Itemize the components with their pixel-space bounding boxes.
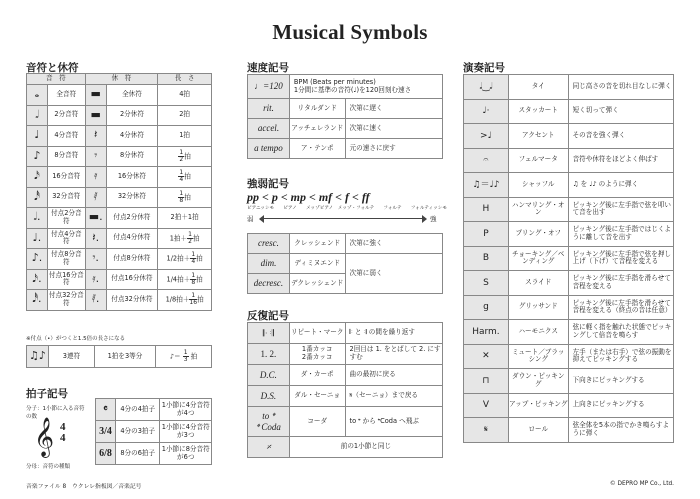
dynamics-desc: 次第に弱く	[345, 254, 442, 294]
time-desc: 1小節に4分音符が3つ	[160, 421, 212, 443]
performance-name: シャッフル	[508, 173, 568, 198]
notes-row	[27, 187, 212, 208]
performance-desc: 短く切って弾く	[568, 99, 673, 124]
note-name: 付点32分音符	[47, 290, 85, 311]
note-length	[158, 187, 212, 208]
note-symbol: 𝅝	[27, 85, 48, 106]
note-length	[158, 228, 212, 249]
note-length: 2拍	[158, 105, 212, 126]
notes-row	[27, 208, 212, 229]
page-title: Musical Symbols	[272, 20, 428, 44]
tempo-name: アッチェレランド	[289, 119, 345, 139]
triplet-eq-symbol: ♪＝	[169, 352, 181, 361]
repeat-desc: 𝄆 と 𝄇 の間を繰り返す	[345, 323, 442, 344]
section-tempo-title: 速度記号	[247, 63, 289, 74]
note-name: 付点16分音符	[47, 269, 85, 290]
arrow-right-icon	[422, 215, 427, 223]
length-num: 1	[191, 271, 196, 279]
note-name: 付点4分音符	[47, 228, 85, 249]
notes-row	[27, 85, 212, 106]
repeat-name: ダ・カーポ	[289, 365, 345, 386]
rests-header: 休 符	[85, 74, 158, 85]
rest-symbol: 𝅀.	[85, 290, 106, 311]
performance-row	[464, 173, 674, 198]
performance-symbol: ✕	[464, 344, 509, 369]
dynamics-name: デクレッシェンド	[289, 274, 345, 294]
notes-row	[27, 167, 212, 188]
note-length	[158, 269, 212, 290]
length-num: 1	[191, 292, 196, 300]
section-dynamics-title: 強弱記号	[247, 179, 289, 190]
length-unit: 拍	[197, 295, 204, 304]
performance-row	[464, 295, 674, 320]
note-length	[158, 146, 212, 167]
time-desc-bottom: 分母：音符の種類	[26, 464, 71, 470]
performance-desc: ピッキング後に左手指を滑らせて音程を変える（終点の音は任意）	[568, 295, 673, 320]
performance-name: アップ・ピッキング	[508, 393, 568, 418]
length-num: 1	[179, 189, 184, 197]
performance-name: プリング・オフ	[508, 222, 568, 247]
repeat-row	[248, 437, 443, 458]
performance-row	[464, 75, 674, 100]
repeat-symbol: to 𝄌 𝄌 Coda	[248, 407, 290, 437]
time-desc: 1小節に4分音符が4つ	[160, 399, 212, 421]
rest-symbol: 𝄿.	[85, 269, 106, 290]
repeat-desc: 曲の最初に戻る	[345, 365, 442, 386]
performance-desc: 弦に軽く指を触れた状態でピッキングして倍音を鳴らす	[568, 320, 673, 345]
performance-symbol: ⊓	[464, 369, 509, 394]
section-time-title: 拍子記号	[26, 389, 68, 400]
repeat-row	[248, 344, 443, 365]
time-row	[96, 399, 212, 421]
repeat-name: リピート・マーク	[289, 323, 345, 344]
tempo-row	[248, 75, 443, 99]
rest-name: 付点32分休符	[106, 290, 158, 311]
repeat-desc: 𝄋（セーニョ）まで戻る	[345, 386, 442, 407]
note-name: 全音符	[47, 85, 85, 106]
repeat-row	[248, 323, 443, 344]
notes-row	[27, 269, 212, 290]
length-prefix: 1/2拍＋	[166, 254, 191, 263]
time-example-icon: 4 4	[60, 421, 66, 444]
rest-symbol: 𝅀	[85, 187, 106, 208]
performance-name: スタッカート	[508, 99, 568, 124]
performance-desc: 上向きにピッキングする	[568, 393, 673, 418]
rest-symbol: ▬.	[85, 208, 106, 229]
note-symbol: 𝅘𝅥𝅯	[27, 167, 48, 188]
tempo-row	[248, 99, 443, 119]
performance-name: ロール	[508, 418, 568, 443]
performance-desc: 下向きにピッキングする	[568, 369, 673, 394]
rest-name: 全休符	[106, 85, 158, 106]
note-name: 4分音符	[47, 126, 85, 147]
notes-row	[27, 290, 212, 311]
tempo-row	[248, 119, 443, 139]
tempo-symbol: ♩=120	[248, 75, 290, 99]
tempo-symbol: rit.	[248, 99, 290, 119]
performance-symbol: P	[464, 222, 509, 247]
rest-name: 4分休符	[106, 126, 158, 147]
section-notes-title: 音符と休符	[26, 63, 79, 74]
performance-symbol: g	[464, 295, 509, 320]
note-name: 2分音符	[47, 105, 85, 126]
time-name: 4分の4拍子	[115, 399, 160, 421]
repeat-symbol: 𝄆 𝄇	[248, 323, 290, 344]
dynamics-row	[248, 254, 443, 274]
performance-symbol: ♩·	[464, 99, 509, 124]
tempo-name: リタルダンド	[289, 99, 345, 119]
performance-name: チョーキング／ベンディング	[508, 246, 568, 271]
note-symbol: 𝅗𝅥	[27, 105, 48, 126]
notes-row	[27, 249, 212, 270]
performance-row	[464, 99, 674, 124]
length-unit: 拍	[184, 152, 191, 161]
repeat-symbol: D.C.	[248, 365, 290, 386]
length-den: 2	[179, 155, 184, 163]
time-signature-table	[95, 398, 212, 465]
rest-name: 16分休符	[106, 167, 158, 188]
note-symbol: ♩.	[27, 228, 48, 249]
performance-name: スライド	[508, 271, 568, 296]
notes-rests-table	[26, 73, 212, 311]
length-header: 長 さ	[158, 74, 212, 85]
triplet-symbol: ♫♪	[27, 346, 49, 368]
dot-footnote: ※付点（•）がつくと1.5倍の長さになる	[26, 336, 126, 342]
length-unit: 拍	[196, 254, 203, 263]
triplet-eq	[156, 346, 212, 368]
dynamics-symbol: dim.	[248, 254, 290, 274]
length-num: 1	[188, 230, 192, 238]
performance-row	[464, 393, 674, 418]
triplet-label: 3連符	[49, 346, 95, 368]
performance-table	[463, 74, 674, 443]
length-unit: 拍	[184, 193, 191, 202]
length-unit: 拍	[196, 275, 203, 284]
rest-name: 付点8分休符	[106, 249, 158, 270]
note-length: 4拍	[158, 85, 212, 106]
note-name: 8分音符	[47, 146, 85, 167]
performance-row	[464, 418, 674, 443]
rest-symbol: ▬	[85, 85, 106, 106]
performance-symbol: 𝅗𝅥‿𝅗𝅥	[464, 75, 509, 100]
length-unit: 拍	[192, 234, 200, 243]
rest-name: 2分休符	[106, 105, 158, 126]
performance-symbol: V	[464, 393, 509, 418]
repeat-symbol: 𝄎	[248, 437, 290, 458]
dynamics-arrow-line	[263, 218, 423, 219]
length-den: 4	[191, 258, 196, 266]
tempo-desc: 元の速さに戻す	[345, 139, 442, 159]
rest-symbol: 𝄾.	[85, 249, 106, 270]
tempo-table	[247, 74, 443, 159]
triplet-unit: 拍	[190, 352, 198, 361]
rest-name: 付点4分休符	[106, 228, 158, 249]
rest-symbol: 𝄿	[85, 167, 106, 188]
performance-desc: 左手（または右手）で弦の振動を抑えてピッキングする	[568, 344, 673, 369]
tempo-desc: 次第に遅く	[345, 99, 442, 119]
triplet-den: 3	[183, 356, 188, 363]
notes-row	[27, 146, 212, 167]
repeat-desc: to 𝄌 から 𝄌Coda へ飛ぶ	[345, 407, 442, 437]
tempo-symbol: a tempo	[248, 139, 290, 159]
performance-desc: ピッキング後に左手指で弦を押し上げ（下げ）て音程を変える	[568, 246, 673, 271]
repeat-table	[247, 322, 443, 458]
performance-row	[464, 271, 674, 296]
length-num: 1	[191, 251, 196, 259]
performance-symbol: ♫＝♩♪	[464, 173, 509, 198]
rest-name: 32分休符	[106, 187, 158, 208]
dynamics-sublabels: ピアニッシモ ピアノ メッゾピアノ メッゾ・フォルテ フォルテ フォルティッシモ	[247, 206, 447, 211]
repeat-symbol: 1. 2.	[248, 344, 290, 365]
performance-name: ハーモニクス	[508, 320, 568, 345]
length-fraction	[189, 293, 197, 306]
note-length	[158, 249, 212, 270]
performance-symbol: 𝄐	[464, 148, 509, 173]
repeat-desc: 前の1小節と同じ	[289, 437, 442, 458]
performance-symbol: 𝄋	[464, 418, 509, 443]
note-length: 1拍	[158, 126, 212, 147]
performance-row	[464, 222, 674, 247]
note-symbol: 𝅘𝅥𝅰	[27, 187, 48, 208]
tempo-bpm-cell	[289, 75, 442, 99]
treble-clef-icon: 𝄞	[34, 417, 55, 457]
length-den: 8	[179, 196, 184, 204]
length-den: 8	[191, 278, 196, 286]
time-name: 4分の3拍子	[115, 421, 160, 443]
performance-row	[464, 246, 674, 271]
note-symbol: 𝅗𝅥.	[27, 208, 48, 229]
length-prefix: 1/4拍＋	[166, 275, 191, 284]
note-length: 2拍＋1拍	[158, 208, 212, 229]
rest-name: 付点16分休符	[106, 269, 158, 290]
dynamics-line: pp < p < mp < mf < f < ff	[247, 190, 370, 204]
repeat-row	[248, 365, 443, 386]
time-symbol: 𝄴	[96, 399, 116, 421]
length-num: 1	[179, 148, 184, 156]
performance-row	[464, 369, 674, 394]
note-symbol: 𝅘𝅥𝅰.	[27, 290, 48, 311]
note-name: 16分音符	[47, 167, 85, 188]
performance-desc: 同じ高さの音を切れ目なしに弾く	[568, 75, 673, 100]
time-symbol: 6/8	[96, 443, 116, 465]
dynamics-row	[248, 234, 443, 254]
footer-left: 音楽ファイル 8 ウクレレ指板図／音楽記号	[26, 484, 142, 490]
performance-desc: 音符や休符をほどよく伸ばす	[568, 148, 673, 173]
repeat-name: コーダ	[289, 407, 345, 437]
arrow-left-icon	[259, 215, 264, 223]
dynamics-table	[247, 233, 443, 294]
tempo-desc: 1分間に基準の音符(♩)を120回刻む速さ	[293, 85, 412, 94]
rest-symbol: 𝄽	[85, 126, 106, 147]
note-name: 付点8分音符	[47, 249, 85, 270]
performance-row	[464, 320, 674, 345]
performance-symbol: S	[464, 271, 509, 296]
notes-row	[27, 228, 212, 249]
length-den: 2	[188, 237, 192, 245]
note-name: 32分音符	[47, 187, 85, 208]
notes-row	[27, 126, 212, 147]
performance-row	[464, 124, 674, 149]
repeat-name: ダル・セーニョ	[289, 386, 345, 407]
length-prefix: 1拍＋	[169, 234, 188, 243]
note-symbol: ♪.	[27, 249, 48, 270]
note-length	[158, 290, 212, 311]
repeat-symbol: D.S.	[248, 386, 290, 407]
performance-desc: その音を強く弾く	[568, 124, 673, 149]
performance-name: グリッサンド	[508, 295, 568, 320]
time-desc: 1小節に8分音符が6つ	[160, 443, 212, 465]
performance-symbol: >♩	[464, 124, 509, 149]
rest-symbol: 𝄽.	[85, 228, 106, 249]
dynamics-name: クレッシェンド	[289, 234, 345, 254]
performance-name: ハンマリング・オン	[508, 197, 568, 222]
performance-symbol: H	[464, 197, 509, 222]
repeat-row	[248, 407, 443, 437]
time-row	[96, 443, 212, 465]
performance-symbol: Harm.	[464, 320, 509, 345]
length-unit: 拍	[184, 172, 191, 181]
time-symbol: 3/4	[96, 421, 116, 443]
rest-name: 付点2分休符	[106, 208, 158, 229]
time-desc-top: 分子：1小節に入る音符の数	[26, 406, 85, 420]
repeat-desc: 2回目は 1. をとばして 2. にすすむ	[345, 344, 442, 365]
repeat-row	[248, 386, 443, 407]
triplet-desc: 1拍を3等分	[95, 346, 156, 368]
section-repeat-title: 反復記号	[247, 311, 289, 322]
section-performance-title: 演奏記号	[463, 63, 505, 74]
performance-desc: ♫ を ♩♪ のように弾く	[568, 173, 673, 198]
rest-name: 8分休符	[106, 146, 158, 167]
performance-name: ミュート／ブラッシング	[508, 344, 568, 369]
rest-symbol: ▬	[85, 105, 106, 126]
performance-desc: ピッキング後に左手指を滑らせて音程を変える	[568, 271, 673, 296]
tempo-name: BPM (Beats per minutes)	[293, 77, 376, 86]
note-name: 付点2分音符	[47, 208, 85, 229]
note-length	[158, 167, 212, 188]
performance-name: アクセント	[508, 124, 568, 149]
note-symbol: 𝅘𝅥𝅯.	[27, 269, 48, 290]
performance-name: タイ	[508, 75, 568, 100]
note-symbol: ♪	[27, 146, 48, 167]
dynamics-weak: 弱	[247, 215, 254, 223]
performance-symbol: B	[464, 246, 509, 271]
rest-symbol: 𝄾	[85, 146, 106, 167]
time-row	[96, 421, 212, 443]
footer-right: © DEPRO MP Co., Ltd.	[609, 481, 674, 487]
notes-row	[27, 105, 212, 126]
length-den: 16	[189, 299, 198, 307]
dynamics-symbol: cresc.	[248, 234, 290, 254]
dynamics-desc: 次第に強く	[345, 234, 442, 254]
performance-desc: ピッキング後に左手指ではじくように離して音を出す	[568, 222, 673, 247]
length-prefix: 1/8拍＋	[165, 295, 190, 304]
tempo-row	[248, 139, 443, 159]
tempo-symbol: accel.	[248, 119, 290, 139]
performance-desc: ピッキング後に左手指で弦を叩いて音を出す	[568, 197, 673, 222]
time-name: 8分の6拍子	[115, 443, 160, 465]
triplet-num: 1	[183, 349, 188, 356]
triplet-table	[26, 345, 212, 368]
performance-name: フェルマータ	[508, 148, 568, 173]
notes-header: 音 符	[27, 74, 86, 85]
tempo-desc: 次第に速く	[345, 119, 442, 139]
performance-row	[464, 197, 674, 222]
repeat-name: 1番カッコ 2番カッコ	[289, 344, 345, 365]
performance-desc: 弦全体を5本の指でかき鳴らすように弾く	[568, 418, 673, 443]
tempo-name: ア・テンポ	[289, 139, 345, 159]
length-den: 4	[179, 176, 184, 184]
performance-row	[464, 148, 674, 173]
dynamics-strong: 強	[430, 215, 437, 223]
note-symbol: ♩	[27, 126, 48, 147]
performance-row	[464, 344, 674, 369]
length-num: 1	[179, 169, 184, 177]
performance-name: ダウン・ピッキング	[508, 369, 568, 394]
dynamics-name: ディミヌエンド	[289, 254, 345, 274]
triplet-fraction	[183, 350, 189, 363]
dynamics-symbol: decresc.	[248, 274, 290, 294]
